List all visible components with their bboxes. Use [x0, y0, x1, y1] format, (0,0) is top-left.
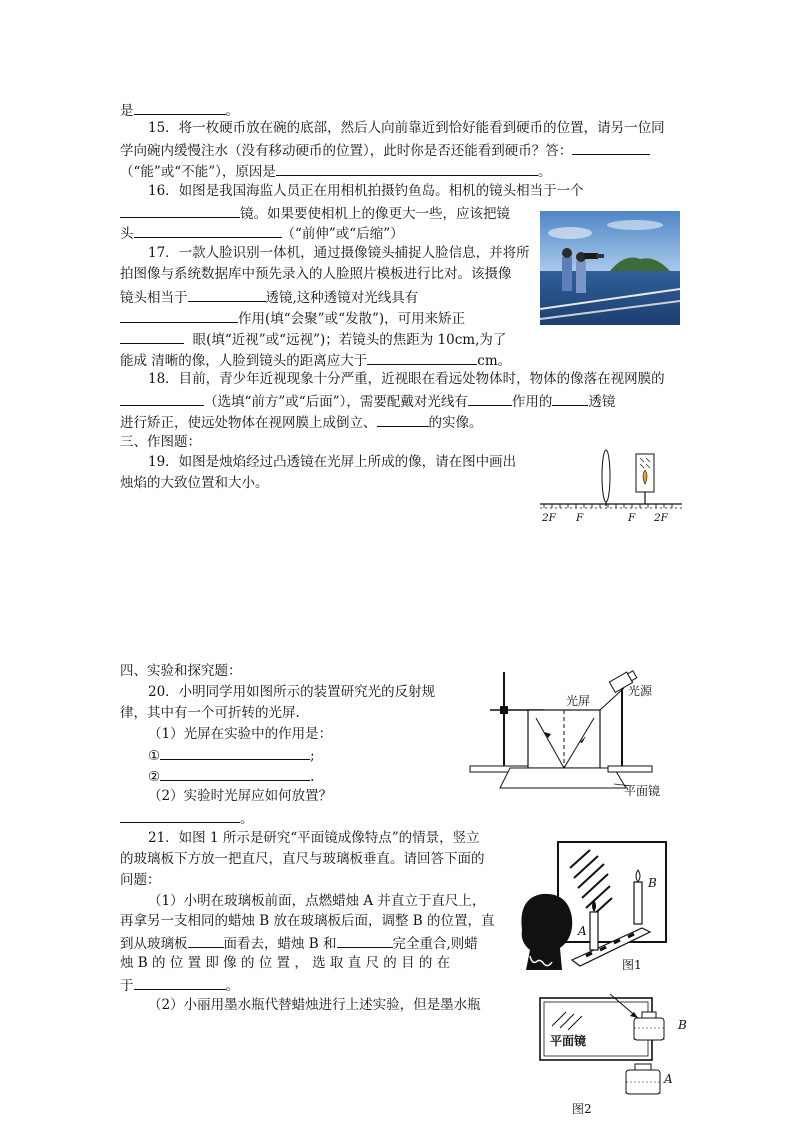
q20-line1: 20．小明同学用如图所示的装置研究光的反射规 — [148, 684, 436, 700]
q21-line1: 21．如图 1 所示是研究“平面镜成像特点”的情景，竖立 — [148, 830, 480, 846]
coast-guard-photo — [540, 211, 680, 325]
answer-blank[interactable] — [367, 350, 477, 365]
answer-blank[interactable] — [134, 975, 226, 990]
q21-line7: 烛 B 的 位 置 即 像 的 位 置 ， 选 取 直 尺 的 目 的 在 — [120, 955, 451, 971]
axis-label-f-right: F — [628, 512, 636, 524]
answer-blank[interactable] — [468, 391, 512, 406]
q17-line5: 眼(填“近视”或“远视”)；若镜头的焦距为 10cm,为了 — [120, 329, 506, 349]
q17-line4: 作用(填“会聚”或“发散”)，可用来矫正 — [120, 308, 465, 328]
answer-blank[interactable] — [120, 329, 184, 344]
q17-line1: 17．一款人脸识别一体机，通过摄像镜头捕捉人脸信息，并将所 — [148, 245, 530, 261]
figure-1-caption: 图1 — [622, 958, 642, 972]
q21-line8: 于 。 — [120, 975, 239, 995]
q20-line7: 。 — [120, 808, 254, 828]
answer-blank[interactable] — [188, 287, 266, 302]
plane-mirror-text: 平面镜 — [550, 1034, 587, 1048]
q17-line3: 镜头相当于 透镜,这种透镜对光线具有 — [120, 287, 418, 307]
answer-blank[interactable] — [120, 391, 204, 406]
q20-line4: ① ; — [148, 745, 315, 765]
section-4-heading: 四、实验和探究题： — [120, 663, 242, 679]
answer-blank[interactable] — [377, 412, 429, 427]
q20-line2: 律，其中有一个可折转的光屏. — [120, 705, 300, 721]
q15-line3: （“能”或“不能”），原因是 。 — [120, 161, 551, 181]
answer-blank[interactable] — [552, 391, 588, 406]
q18-line2: （选填“前方”或“后面”），需要配戴对光线有 作用的 透镜 — [120, 391, 615, 411]
answer-blank[interactable] — [572, 140, 650, 155]
section-3-heading: 三、作图题： — [120, 434, 201, 450]
answer-blank[interactable] — [134, 223, 282, 238]
axis-label-2f-right: 2F — [654, 512, 668, 524]
q19-line1: 19．如图是烛焰经过凸透镜在光屏上所成的像，请在图中画出 — [148, 454, 517, 470]
answer-blank[interactable] — [160, 766, 310, 781]
answer-blank[interactable] — [276, 161, 538, 176]
q17-line6: 能成 清晰的像，人脸到镜头的距离应大于 cm。 — [120, 350, 511, 370]
q18-line1: 18．目前，青少年近视现象十分严重，近视眼在看远处物体时，物体的像落在视网膜的 — [148, 371, 665, 387]
answer-blank[interactable] — [337, 933, 393, 948]
q20-line3: （1）光屏在实验中的作用是： — [148, 726, 333, 742]
figure-1-plane-mirror — [512, 838, 672, 978]
axis-label-2f-left: 2F — [542, 512, 556, 524]
answer-blank[interactable] — [160, 745, 310, 760]
answer-blank[interactable] — [120, 203, 240, 218]
axis-label-f-left: F — [576, 512, 584, 524]
figure-2-ink-bottles — [530, 988, 694, 1118]
bottle-a-label: A — [664, 1072, 673, 1086]
q21-line5: 再拿另一支相同的蜡烛 B 放在玻璃板后面，调整 B 的位置，直 — [120, 913, 495, 929]
q16-line3: 头 （“前伸”或“后缩”） — [120, 223, 404, 243]
q21-line4: （1）小明在玻璃板前面，点燃蜡烛 A 并直立于直尺上， — [148, 893, 486, 909]
q19-line2: 烛焰的大致位置和大小。 — [120, 475, 269, 491]
candle-b-label: B — [648, 876, 657, 890]
screen-label: 光屏 — [566, 694, 591, 708]
q17-line2: 拍图像与系统数据库中预先录入的人脸照片模板进行比对。该摄像 — [120, 266, 512, 282]
q21-line6: 到从玻璃板 面看去，蜡烛 B 和 完全重合,则蜡 — [120, 933, 478, 953]
answer-blank[interactable] — [134, 100, 226, 115]
q14-tail: 是 。 — [120, 100, 239, 120]
q20-line5: ② . — [148, 766, 314, 786]
q15-line2: 学向碗内缓慢注水（没有移动硬币的位置），此时你是否还能看到硬币？答： — [120, 140, 650, 160]
q21-line3: 问题： — [120, 872, 161, 888]
answer-blank[interactable] — [120, 308, 238, 323]
convex-lens-diagram — [536, 446, 686, 528]
answer-blank[interactable] — [188, 933, 224, 948]
q16-line2: 镜。如果要使相机上的像更大一些，应该把镜 — [120, 203, 510, 223]
candle-a-label: A — [578, 924, 587, 938]
q16-line1: 16．如图是我国海监人员正在用相机拍摄钓鱼岛。相机的镜头相当于一个 — [148, 183, 584, 199]
q21-line2: 的玻璃板下方放一把直尺，直尺与玻璃板垂直。请回答下面的 — [120, 851, 485, 867]
bottle-b-label: B — [678, 1018, 687, 1032]
q20-line6: （2）实验时光屏应如何放置？ — [148, 788, 333, 804]
q15-line1: 15．将一枚硬币放在碗的底部，然后人向前靠近到恰好能看到硬币的位置，请另一位同 — [148, 120, 665, 136]
q21-line9: （2）小丽用墨水瓶代替蜡烛进行上述实验，但是墨水瓶 — [148, 997, 481, 1013]
reflection-apparatus-diagram — [462, 664, 668, 798]
q18-line3: 进行矫正，使远处物体在视网膜上成倒立、 的实像。 — [120, 412, 483, 432]
figure-2-caption: 图2 — [572, 1102, 592, 1116]
light-source-label: 光源 — [628, 684, 653, 698]
answer-blank[interactable] — [120, 808, 240, 823]
plane-mirror-label: 平面镜 — [624, 784, 661, 798]
